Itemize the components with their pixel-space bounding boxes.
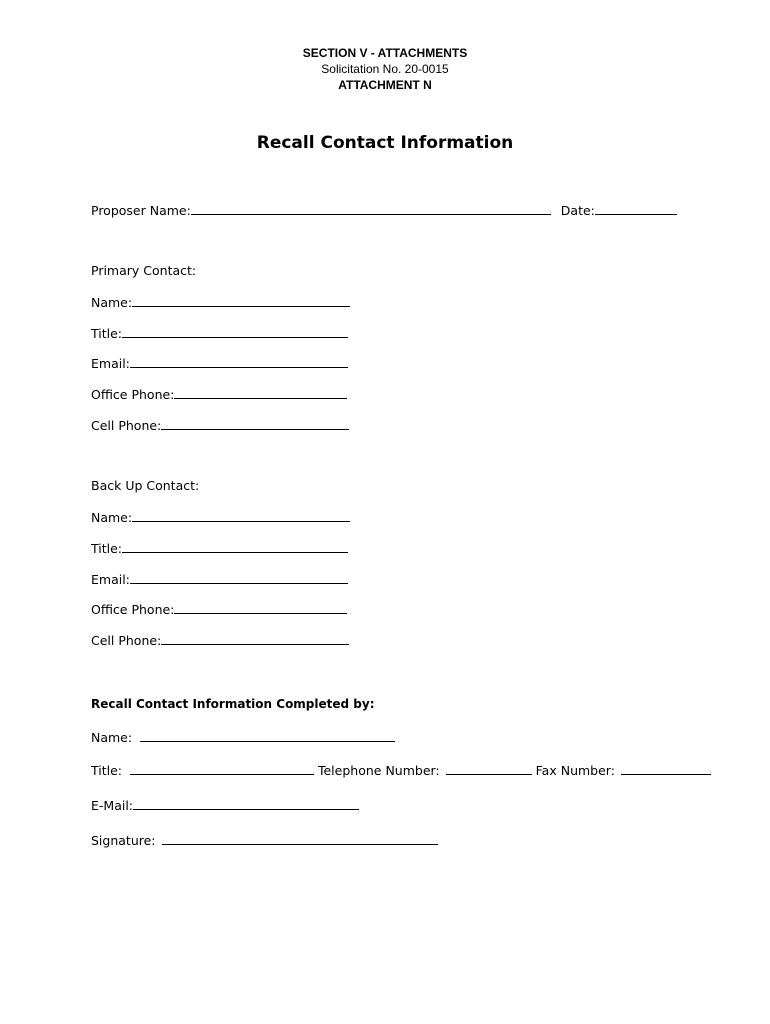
signature-field[interactable] bbox=[162, 832, 438, 845]
proposer-name-label: Proposer Name: bbox=[91, 203, 191, 218]
backup-office-phone-label: Office Phone: bbox=[91, 602, 175, 617]
completed-name-label: Name: bbox=[91, 730, 133, 745]
primary-title-field[interactable] bbox=[122, 325, 348, 338]
backup-email-label: Email: bbox=[91, 572, 130, 587]
telephone-number-label: Telephone Number: bbox=[317, 763, 440, 778]
completed-name-row bbox=[91, 729, 395, 746]
backup-title-row bbox=[91, 540, 348, 557]
completed-email-row bbox=[91, 797, 359, 814]
proposer-row bbox=[91, 202, 677, 219]
backup-contact-heading: Back Up Contact: bbox=[91, 478, 200, 493]
telephone-number-field[interactable] bbox=[446, 762, 532, 775]
completed-email-field[interactable] bbox=[133, 797, 359, 810]
backup-office-phone-row bbox=[91, 601, 347, 618]
primary-cell-phone-label: Cell Phone: bbox=[91, 418, 162, 433]
completed-by-heading: Recall Contact Information Completed by: bbox=[91, 697, 375, 711]
backup-email-row bbox=[91, 571, 348, 588]
completed-email-label: E-Mail: bbox=[91, 798, 134, 813]
primary-cell-phone-field[interactable] bbox=[161, 417, 349, 430]
solicitation-number: Solicitation No. 20-0015 bbox=[321, 62, 449, 76]
fax-number-label: Fax Number: bbox=[535, 763, 615, 778]
attachment-label: ATTACHMENT N bbox=[338, 78, 432, 92]
primary-office-phone-row bbox=[91, 386, 347, 403]
backup-cell-phone-field[interactable] bbox=[161, 632, 349, 645]
primary-title-label: Title: bbox=[91, 326, 122, 341]
proposer-name-field[interactable] bbox=[191, 202, 551, 215]
backup-cell-phone-label: Cell Phone: bbox=[91, 633, 162, 648]
completed-name-field[interactable] bbox=[140, 729, 395, 742]
primary-name-label: Name: bbox=[91, 295, 133, 310]
completed-title-label: Title: bbox=[91, 763, 122, 778]
primary-email-row bbox=[91, 355, 348, 372]
fax-number-field[interactable] bbox=[621, 762, 711, 775]
primary-email-label: Email: bbox=[91, 356, 130, 371]
primary-office-phone-field[interactable] bbox=[174, 386, 347, 399]
date-label: Date: bbox=[560, 203, 595, 218]
primary-email-field[interactable] bbox=[130, 355, 348, 368]
page-title: Recall Contact Information bbox=[256, 133, 514, 153]
backup-title-field[interactable] bbox=[122, 540, 348, 553]
backup-office-phone-field[interactable] bbox=[174, 601, 347, 614]
primary-name-row bbox=[91, 294, 350, 311]
backup-title-label: Title: bbox=[91, 541, 122, 556]
backup-name-row bbox=[91, 509, 350, 526]
backup-email-field[interactable] bbox=[130, 571, 348, 584]
primary-name-field[interactable] bbox=[132, 294, 350, 307]
backup-name-field[interactable] bbox=[132, 509, 350, 522]
backup-name-label: Name: bbox=[91, 510, 133, 525]
date-field[interactable] bbox=[595, 202, 677, 215]
backup-cell-phone-row bbox=[91, 632, 349, 649]
primary-title-row bbox=[91, 325, 348, 342]
primary-contact-heading: Primary Contact: bbox=[91, 263, 197, 278]
completed-title-field[interactable] bbox=[130, 762, 314, 775]
primary-cell-phone-row bbox=[91, 417, 349, 434]
signature-label: Signature: bbox=[91, 833, 156, 848]
completed-title-row bbox=[91, 762, 711, 779]
primary-office-phone-label: Office Phone: bbox=[91, 387, 175, 402]
section-heading: SECTION V - ATTACHMENTS bbox=[302, 46, 468, 60]
signature-row bbox=[91, 832, 438, 849]
